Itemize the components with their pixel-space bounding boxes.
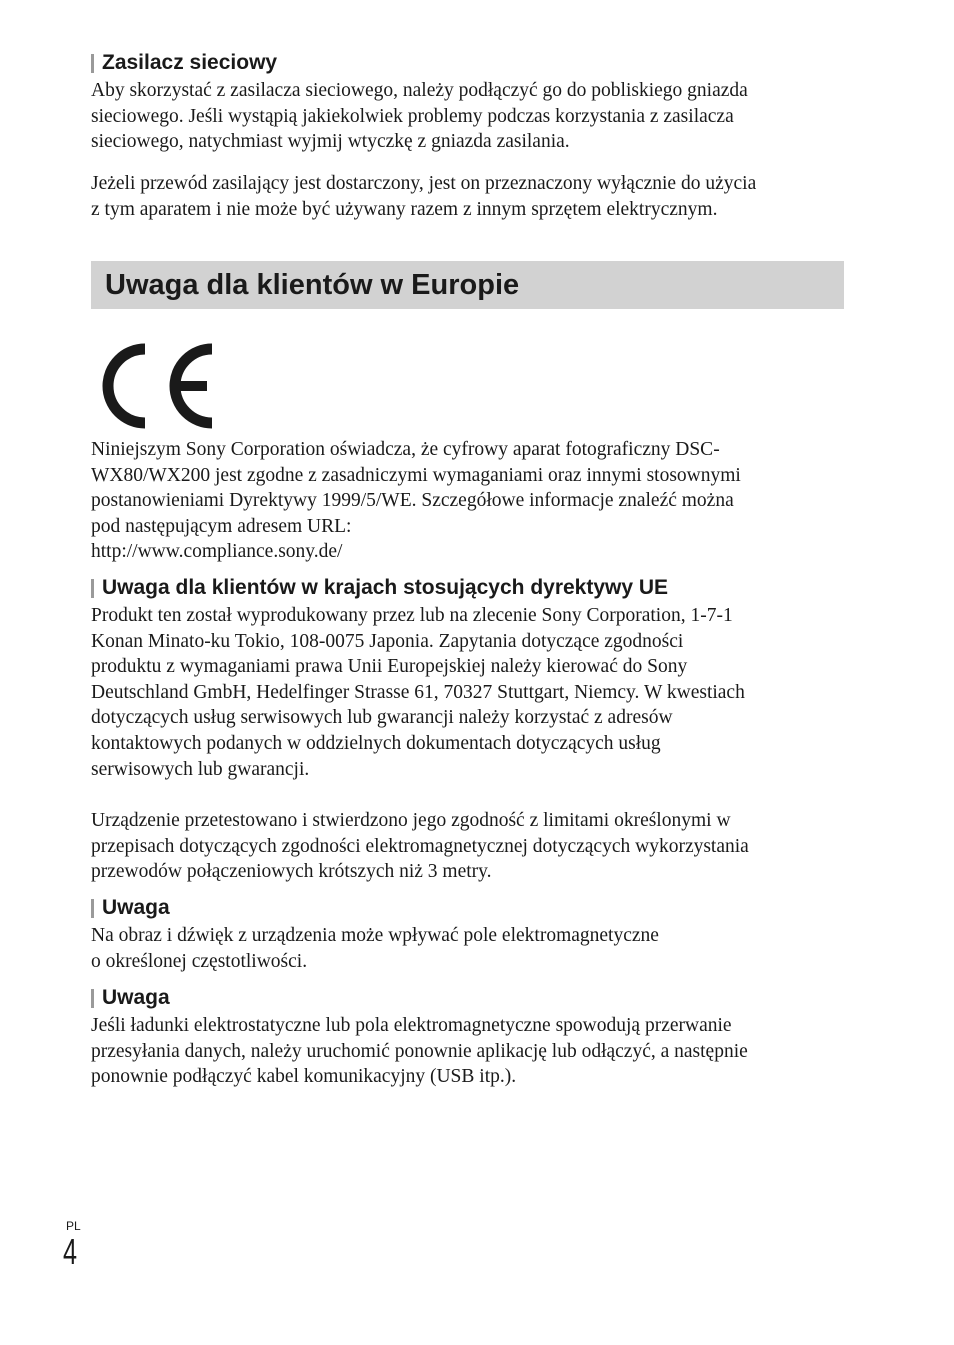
- heading-power-adapter: [91, 51, 277, 75]
- text-line: WX80/WX200 jest zgodne z zasadniczymi wymaganiami oraz innymi stosownymi: [91, 464, 741, 486]
- text-line: kontaktowych podanych w oddzielnych dokumentach dotyczących usług: [91, 732, 661, 754]
- text-line: postanowieniami Dyrektywy 1999/5/WE. Szczegółowe informacje znaleźć można: [91, 490, 734, 512]
- paragraph-power-adapter-1: [91, 78, 851, 155]
- text-line: ponownie podłączyć kabel komunikacyjny (USB itp.).: [91, 1066, 517, 1088]
- heading-eu-directive-text: Uwaga dla klientów w krajach stosujących dyrektywy UE: [102, 576, 669, 599]
- paragraph-eu-directive-2: [91, 808, 851, 885]
- text-line: Na obraz i dźwięk z urządzenia może wpływać pole elektromagnetyczne: [91, 925, 659, 946]
- text-line: dotyczących usług serwisowych lub gwarancji należy korzystać z adresów: [91, 707, 673, 729]
- heading-note-2-text: Uwaga: [102, 986, 170, 1009]
- text-line: o określonej częstotliwości.: [91, 950, 308, 972]
- text-line: przepisach dotyczących zgodności elektromagnetycznej dotyczących wykorzystania: [91, 835, 749, 857]
- text-line: z tym aparatem i nie może być używany razem z innym sprzętem elektrycznym.: [91, 198, 718, 220]
- heading-note-1: [91, 896, 170, 920]
- paragraph-eu-directive-1: [91, 603, 851, 782]
- section-banner-europe: [91, 261, 844, 309]
- page-number: 4: [63, 1231, 78, 1272]
- text-line: Konan Minato-ku Tokio, 108-0075 Japonia. Zapytania dotyczące zgodności: [91, 630, 684, 652]
- text-line: Niniejszym Sony Corporation oświadcza, że cyfrowy aparat fotograficzny DSC-: [91, 439, 720, 460]
- paragraph-power-adapter-2: [91, 171, 851, 222]
- banner-title: Uwaga dla klientów w Europie: [105, 269, 520, 301]
- text-line: Urządzenie przetestowano i stwierdzono jego zgodność z limitami określonymi w: [91, 810, 731, 831]
- text-line: Aby skorzystać z zasilacza sieciowego, należy podłączyć go do pobliskiego gniazda: [91, 80, 748, 101]
- text-line: serwisowych lub gwarancji.: [91, 758, 310, 780]
- heading-marker-bar: [91, 54, 94, 73]
- page-language-label: PL: [66, 1219, 81, 1233]
- heading-note-2: [91, 986, 170, 1010]
- text-line: przewodów połączeniowych krótszych niż 3 metry.: [91, 861, 492, 883]
- text-line: pod następującym adresem URL:: [91, 515, 352, 537]
- heading-eu-directive: [91, 576, 668, 600]
- text-line: Jeśli ładunki elektrostatyczne lub pola elektromagnetyczne spowodują przerwanie: [91, 1015, 732, 1036]
- heading-marker-bar: [91, 899, 94, 918]
- paragraph-declaration: [91, 437, 851, 565]
- text-line: sieciowego. Jeśli wystąpią jakiekolwiek problemy podczas korzystania z zasilacza: [91, 105, 734, 127]
- text-line: Deutschland GmbH, Hedelfinger Strasse 61, 70327 Stuttgart, Niemcy. W kwestiach: [91, 681, 745, 703]
- text-line: sieciowego, natychmiast wyjmij wtyczkę z gniazda zasilania.: [91, 131, 570, 153]
- text-line: Jeżeli przewód zasilający jest dostarczony, jest on przeznaczony wyłącznie do użycia: [91, 173, 757, 194]
- paragraph-note-2: [91, 1013, 851, 1090]
- text-line: produktu z wymaganiami prawa Unii Europejskiej należy kierować do Sony: [91, 656, 688, 678]
- heading-marker-bar: [91, 989, 94, 1008]
- heading-power-adapter-text: Zasilacz sieciowy: [102, 51, 278, 74]
- ce-mark-icon: [97, 341, 219, 431]
- text-line: Produkt ten został wyprodukowany przez lub na zlecenie Sony Corporation, 1-7-1: [91, 605, 733, 626]
- text-line: przesyłania danych, należy uruchomić ponownie aplikację lub odłączyć, a następnie: [91, 1040, 748, 1062]
- paragraph-note-1: [91, 923, 851, 974]
- compliance-url[interactable]: http://www.compliance.sony.de/: [91, 541, 343, 563]
- heading-marker-bar: [91, 579, 94, 598]
- heading-note-1-text: Uwaga: [102, 896, 170, 919]
